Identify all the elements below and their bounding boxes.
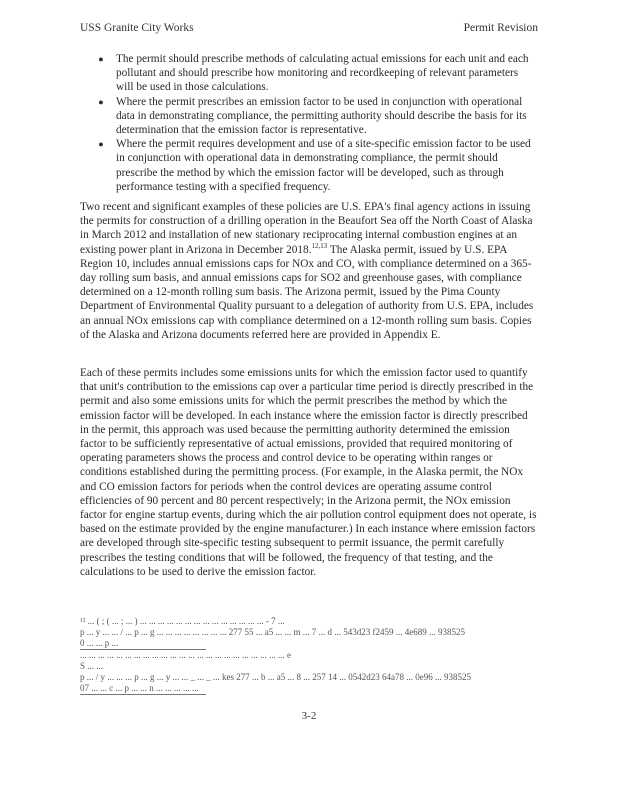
footnote-link[interactable]: p ... y ... ... / ... p ... g ... ... ... ... ... ... ... ... 277 55 ... a5 ... ... m ... 7 ... d ... 543d23 f2459 ... 4e689 ... 938525 bbox=[80, 627, 465, 637]
paragraph-emission-units: Each of these permits includes some emissions units for which the emission factor used to quantify that unit's contribution to the emissions cap over a particular time period is directly prescribed in the permit and also some emissions units for which the permit prescribes the method by which the emission factor will be developed. In each instance where the emission factor is directly prescribed in the permit, this approach was used because the permitting authority determined the emission factor to be sufficiently representative of actual emissions, provided that required monitoring of operating parameters shows the process and control device to be operating within ranges or conditions established during the permitting process. (For example, in the Alaska permit, the NOx and CO emission factors for periods when the control devices are operating assume control efficiencies of 90 percent and 80 percent respectively; in the Arizona permit, the NOx emission factor for engine startup events, during which the air pollution control equipment does not operate, is based on the estimate provided by the engine manufacturer.) In each instance where emission factors are developed through site-specific testing subsequent to permit issuance, the permit carefully prescribes the testing conditions that will be followed, the frequency of that testing, and the calculations to be used to derive the emission factor. bbox=[80, 367, 537, 578]
footnote-reference: 12,13 bbox=[311, 241, 328, 250]
bullet-dot-icon: ● bbox=[98, 54, 104, 64]
footnote-line: ... ... ... ... ... ... ... ... ... ... ... ... ... ... ... ... ... ... ... ... ... ... ... e bbox=[80, 650, 291, 660]
header-facility-name: USS Granite City Works bbox=[80, 22, 194, 34]
bullet-item bbox=[96, 52, 538, 95]
footnote-link[interactable]: p ... / y ... ... ... p ... g ... y ... ... _ ... _ ... kes 277 ... b ... a5 ... 8 ... 257 14 ... 0542d23 64a78 ... 0e96 ... 938525 bbox=[80, 672, 471, 682]
bullet-dot-icon: ● bbox=[98, 139, 104, 150]
bullet-item bbox=[96, 137, 538, 194]
footnote-link[interactable]: 0 ... ... p ... bbox=[80, 638, 206, 650]
page-header bbox=[80, 22, 538, 38]
paragraph-examples-text-cont: The Alaska permit, issued by U.S. EPA Region 10, includes annual emissions caps for NOx and CO, with compliance determined on a 365-day rolling sum basis, and annual emissions caps for SO2 and greenhouse gases, with compliance determined on a 12-month rolling sum basis. The Arizona permit, issued by the Pima County Department of Environmental Quality pursuant to a delegation of authority from U.S. EPA, includes an annual NOx emissions cap with compliance determined on a 12-month rolling sum basis. Copies of the Alaska and Arizona documents referred here are provided in Appendix E. bbox=[80, 243, 534, 341]
header-document-title: Permit Revision bbox=[463, 22, 538, 34]
paragraph-examples-text: Two recent and significant examples of these policies are U.S. EPA's final agency actions in issuing the permits for construction of a drilling operation in the Beaufort Sea off the North Coast of Alaska in March 2012 and installation of new stationary reciprocating internal combustion engines at an existing power plant in Arizona in December 2018. bbox=[80, 201, 533, 256]
footnote-line: S ... ... bbox=[80, 661, 104, 671]
footnote-line: ¹² ... ( ; ( ... ; ... ) ... ... ... ... ... ... ... ... ... ... ... ... ... ... - 7 ... bbox=[80, 616, 285, 626]
footnotes bbox=[80, 616, 538, 695]
policy-bullet-list bbox=[96, 52, 538, 194]
page-number: 3-2 bbox=[301, 710, 317, 722]
paragraph-examples bbox=[80, 200, 538, 342]
bullet-text: Where the permit prescribes an emission factor to be used in conjunction with operational data in demonstrating compliance, the permitting authority should describe the basis for its determination that the emission factor is representative. bbox=[116, 95, 527, 137]
bullet-item bbox=[96, 95, 538, 138]
footnote-link[interactable]: 07 ... ... c ... p ... ... n ... ... ... ... ... bbox=[80, 683, 206, 695]
bullet-text: Where the permit requires development and use of a site-specific emission factor to be used in conjunction with operational data in demonstrating compliance, the permit should prescribe the method by which the emission factor will be developed, such as through performance testing with a specified frequency. bbox=[116, 138, 531, 193]
bullet-dot-icon: ● bbox=[98, 96, 104, 107]
bullet-text: The permit should prescribe methods of calculating actual emissions for each unit and each pollutant and should prescribe how monitoring and recordkeeping of relevant parameters will be used in those calculations. bbox=[116, 53, 529, 94]
